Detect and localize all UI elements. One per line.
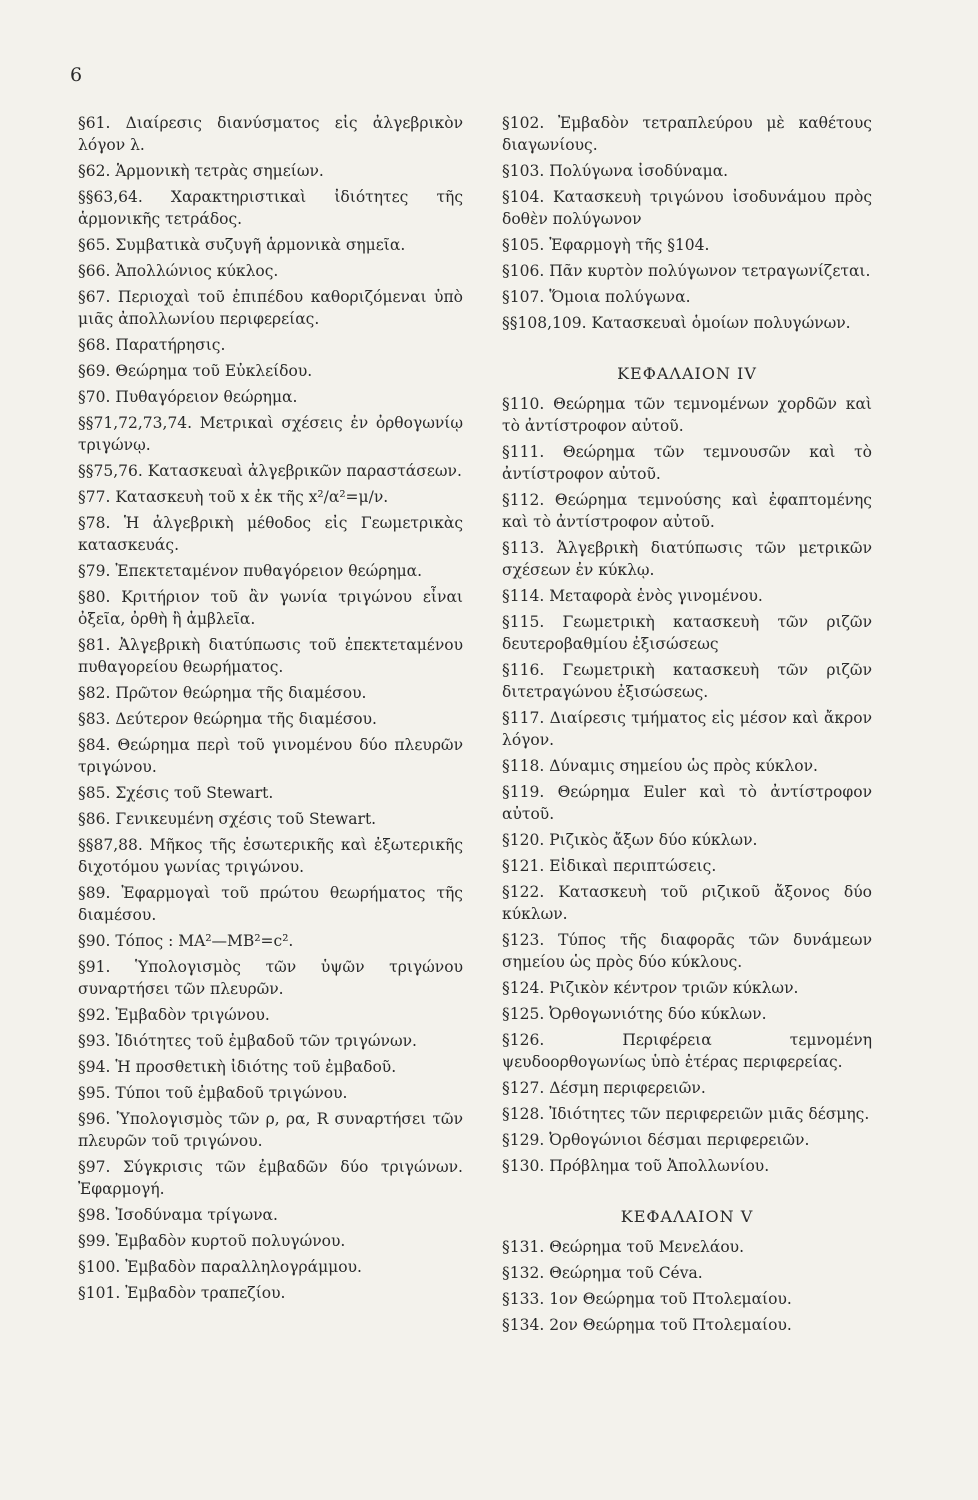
toc-entry: §84. Θεώρημα περὶ τοῦ γινομένου δύο πλευρῶν τριγώνου. (78, 736, 463, 776)
toc-entry: §124. Ριζικὸν κέντρον τριῶν κύκλων. (502, 979, 799, 997)
toc-entry: §116. Γεωμετρικὴ κατασκευὴ τῶν ριζῶν διτετραγώνου ἐξισώσεως. (502, 661, 872, 701)
toc-entry: §125. Ὀρθογωνιότης δύο κύκλων. (502, 1005, 767, 1023)
left-column (78, 112, 463, 1308)
toc-entry: §61. Διαίρεσις διανύσματος εἰς ἀλγεβρικὸν λόγον λ. (78, 114, 463, 154)
toc-entry: §112. Θεώρημα τεμνούσης καὶ ἐφαπτομένης καὶ τὸ ἀντίστροφον αὐτοῦ. (502, 491, 872, 531)
toc-entry: §95. Τύποι τοῦ ἐμβαδοῦ τριγώνου. (78, 1084, 348, 1102)
toc-entry: §113. Ἀλγεβρικὴ διατύπωσις τῶν μετρικῶν σχέσεων ἐν κύκλῳ. (502, 539, 872, 579)
toc-entry: §100. Ἐμβαδὸν παραλληλογράμμου. (78, 1258, 362, 1276)
toc-entry: §§108,109. Κατασκευαὶ ὁμοίων πολυγώνων. (502, 314, 851, 332)
toc-entry: §114. Μεταφορὰ ἑνὸς γινομένου. (502, 587, 763, 605)
toc-entry: §133. 1ον Θεώρημα τοῦ Πτολεμαίου. (502, 1290, 792, 1308)
toc-entry: §66. Ἀπολλώνιος κύκλος. (78, 262, 279, 280)
toc-entry: §§71,72,73,74. Μετρικαὶ σχέσεις ἐν ὀρθογωνίῳ τριγώνῳ. (78, 414, 463, 454)
toc-entry: §93. Ἰδιότητες τοῦ ἐμβαδοῦ τῶν τριγώνων. (78, 1032, 417, 1050)
toc-entry: §107. Ὅμοια πολύγωνα. (502, 288, 691, 306)
toc-entry: §123. Τύπος τῆς διαφορᾶς τῶν δυνάμεων σημείου ὡς πρὸς δύο κύκλους. (502, 931, 872, 971)
toc-entry: §129. Ὀρθογώνιοι δέσμαι περιφερειῶν. (502, 1131, 810, 1149)
toc-entry: §99. Ἐμβαδὸν κυρτοῦ πολυγώνου. (78, 1232, 346, 1250)
toc-entry: §104. Κατασκευὴ τριγώνου ἰσοδυνάμου πρὸς δοθὲν πολύγωνον (502, 188, 872, 228)
toc-entry: §81. Ἀλγεβρικὴ διατύπωσις τοῦ ἐπεκτεταμένου πυθαγορείου θεωρήματος. (78, 636, 463, 676)
chapter-iv-heading: ΚΕΦΑΛΑΙΟΝ IV (617, 364, 757, 383)
toc-entry: §122. Κατασκευὴ τοῦ ριζικοῦ ἄξονος δύο κύκλων. (502, 883, 872, 923)
toc-entry: §67. Περιοχαὶ τοῦ ἐπιπέδου καθοριζόμεναι ὑπὸ μιᾶς ἀπολλωνίου περιφερείας. (78, 288, 463, 328)
toc-entry: §77. Κατασκευὴ τοῦ x ἐκ τῆς x²/α²=μ/ν. (78, 488, 389, 506)
toc-entry: §§75,76. Κατασκευαὶ ἀλγεβρικῶν παραστάσεων. (78, 462, 462, 480)
toc-entry: §69. Θεώρημα τοῦ Εὐκλείδου. (78, 362, 313, 380)
toc-entry: §91. Ὑπολογισμὸς τῶν ὑψῶν τριγώνου συναρτήσει τῶν πλευρῶν. (78, 958, 463, 998)
toc-entry: §79. Ἐπεκτεταμένον πυθαγόρειον θεώρημα. (78, 562, 423, 580)
toc-entry: §126. Περιφέρεια τεμνομένη ψευδοορθογωνίως ὑπὸ ἑτέρας περιφερείας. (502, 1031, 872, 1071)
toc-entry: §117. Διαίρεσις τμήματος εἰς μέσον καὶ ἄκρον λόγον. (502, 709, 872, 749)
toc-entry: §120. Ριζικὸς ἄξων δύο κύκλων. (502, 831, 758, 849)
toc-entry: §127. Δέσμη περιφερειῶν. (502, 1079, 706, 1097)
toc-entry: §118. Δύναμις σημείου ὡς πρὸς κύκλον. (502, 757, 818, 775)
toc-entry: §131. Θεώρημα τοῦ Μενελάου. (502, 1238, 745, 1256)
toc-entry: §90. Τόπος : MA²—MB²=c². (78, 932, 294, 950)
toc-entry: §62. Ἁρμονικὴ τετρὰς σημείων. (78, 162, 324, 180)
toc-entry: §70. Πυθαγόρειον θεώρημα. (78, 388, 298, 406)
toc-entry: §134. 2ον Θεώρημα τοῦ Πτολεμαίου. (502, 1316, 792, 1334)
toc-entry: §111. Θεώρημα τῶν τεμνουσῶν καὶ τὸ ἀντίστροφον αὐτοῦ. (502, 443, 872, 483)
toc-entry: §101. Ἐμβαδὸν τραπεζίου. (78, 1284, 286, 1302)
toc-entry: §78. Ἡ ἀλγεβρικὴ μέθοδος εἰς Γεωμετρικὰς κατασκευάς. (78, 514, 463, 554)
toc-entry: §97. Σύγκρισις τῶν ἐμβαδῶν δύο τριγώνων. Ἐφαρμογή. (78, 1158, 463, 1198)
toc-entry: §94. Ἡ προσθετικὴ ἰδιότης τοῦ ἐμβαδοῦ. (78, 1058, 397, 1076)
toc-entry: §121. Εἰδικαὶ περιπτώσεις. (502, 857, 717, 875)
toc-entry: §82. Πρῶτον θεώρημα τῆς διαμέσου. (78, 684, 367, 702)
toc-entry: §98. Ἰσοδύναμα τρίγωνα. (78, 1206, 278, 1224)
toc-entry: §68. Παρατήρησις. (78, 336, 226, 354)
toc-entry: §96. Ὑπολογισμὸς τῶν ρ, ρα, R συναρτήσει τῶν πλευρῶν τοῦ τριγώνου. (78, 1110, 463, 1150)
toc-entry: §110. Θεώρημα τῶν τεμνομένων χορδῶν καὶ τὸ ἀντίστροφον αὐτοῦ. (502, 395, 872, 435)
toc-entry: §86. Γενικευμένη σχέσις τοῦ Stewart. (78, 810, 377, 828)
page-number: 6 (70, 64, 83, 86)
toc-entry: §§63,64. Χαρακτηριστικαὶ ἰδιότητες τῆς ἁρμονικῆς τετράδος. (78, 188, 463, 228)
toc-entry: §65. Συμβατικὰ συζυγῆ ἁρμονικὰ σημεῖα. (78, 236, 406, 254)
toc-entry: §119. Θεώρημα Euler καὶ τὸ ἀντίστροφον αὐτοῦ. (502, 783, 872, 823)
toc-entry: §128. Ἰδιότητες τῶν περιφερειῶν μιᾶς δέσμης. (502, 1105, 870, 1123)
toc-entry: §132. Θεώρημα τοῦ Céva. (502, 1264, 703, 1282)
toc-entry: §106. Πᾶν κυρτὸν πολύγωνον τετραγωνίζεται. (502, 262, 871, 280)
toc-entry: §80. Κριτήριον τοῦ ἂν γωνία τριγώνου εἶναι ὀξεῖα, ὀρθὴ ἢ ἀμβλεῖα. (78, 588, 463, 628)
toc-entry: §130. Πρόβλημα τοῦ Ἀπολλωνίου. (502, 1157, 770, 1175)
toc-entry: §89. Ἐφαρμογαὶ τοῦ πρώτου θεωρήματος τῆς διαμέσου. (78, 884, 463, 924)
toc-entry: §115. Γεωμετρικὴ κατασκευὴ τῶν ριζῶν δευτεροβαθμίου ἐξισώσεως (502, 613, 872, 653)
toc-entry: §83. Δεύτερον θεώρημα τῆς διαμέσου. (78, 710, 377, 728)
toc-entry: §§87,88. Μῆκος τῆς ἐσωτερικῆς καὶ ἐξωτερικῆς διχοτόμου γωνίας τριγώνου. (78, 836, 463, 876)
toc-entry: §85. Σχέσις τοῦ Stewart. (78, 784, 274, 802)
chapter-v-heading: ΚΕΦΑΛΑΙΟΝ V (620, 1207, 754, 1226)
toc-entry: §105. Ἐφαρμογὴ τῆς §104. (502, 236, 710, 254)
toc-entry: §92. Ἐμβαδὸν τριγώνου. (78, 1006, 270, 1024)
toc-entry: §103. Πολύγωνα ἰσοδύναμα. (502, 162, 729, 180)
toc-entry: §102. Ἐμβαδὸν τετραπλεύρου μὲ καθέτους διαγωνίους. (502, 114, 872, 154)
right-column (502, 112, 872, 1340)
